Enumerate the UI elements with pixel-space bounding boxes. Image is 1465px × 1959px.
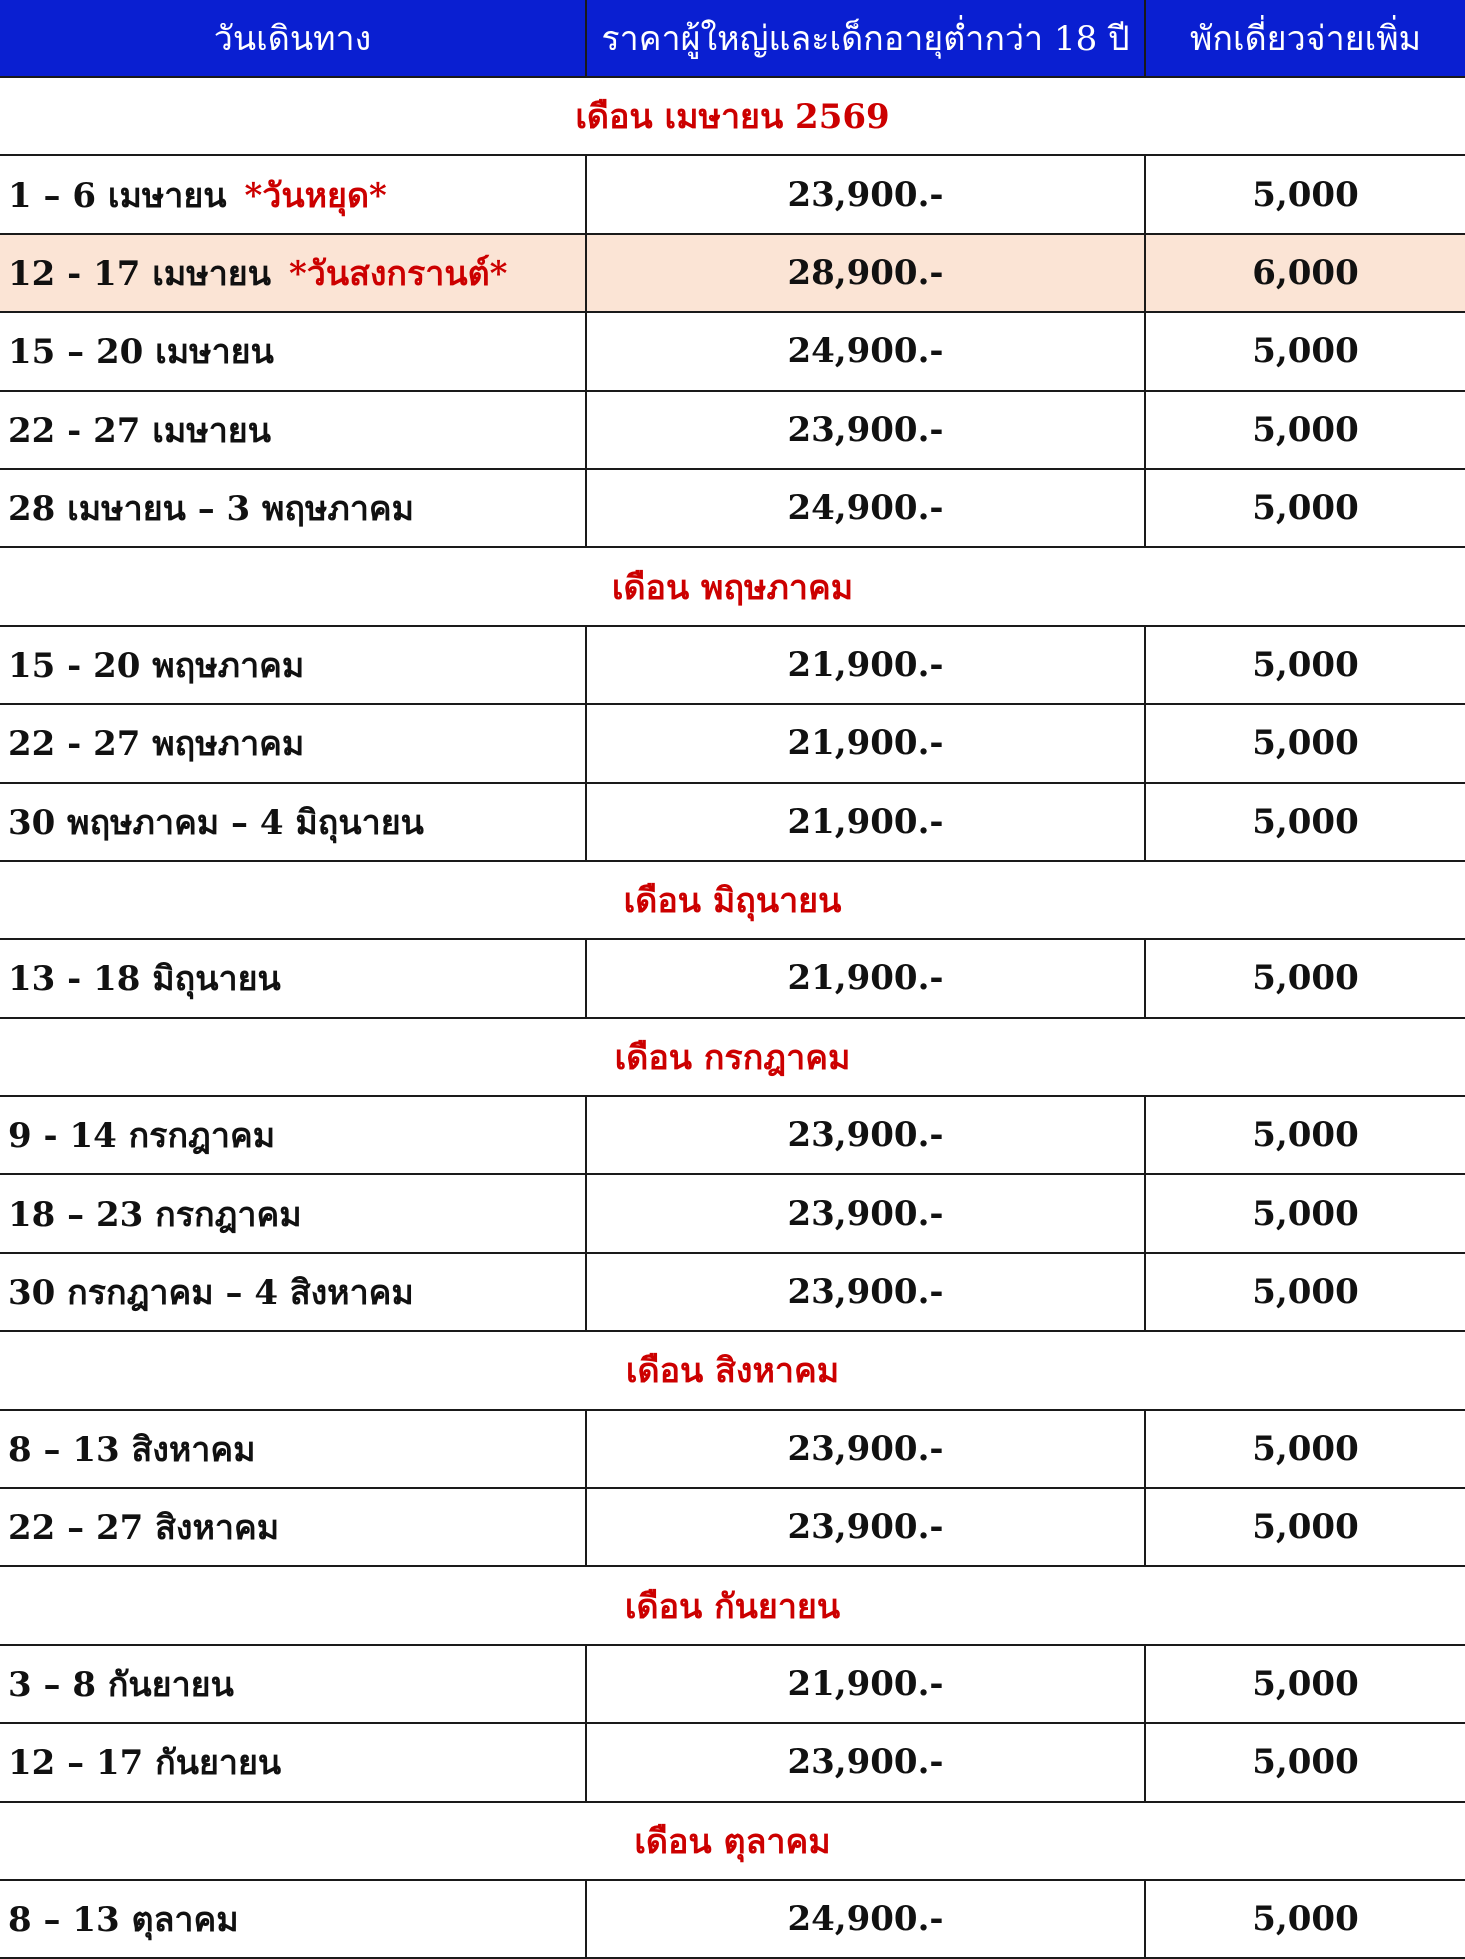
table-header [0,0,1465,78]
price-cell: 23,900.- [587,1175,1146,1251]
price-cell: 23,900.- [587,1411,1146,1487]
table-row [0,1097,1465,1175]
single-supplement-cell: 5,000 [1252,488,1359,529]
table-body [0,78,1465,1959]
travel-date-cell [0,156,587,232]
table-row [0,313,1465,391]
travel-date: 3 – 8 กันยายน [8,1665,234,1705]
single-supplement-cell: 5,000 [1252,1899,1359,1940]
holiday-note: *วันหยุด* [244,175,387,216]
table-row [0,1881,1465,1959]
section-title: เดือน พฤษภาคม [611,567,854,608]
holiday-note: *วันสงกรานต์* [288,253,508,294]
single-supplement-cell: 5,000 [1252,958,1359,999]
section-title: เดือน กันยายน [624,1586,841,1627]
travel-date-cell [0,705,587,781]
section-header [0,1332,1465,1410]
table-row [0,1646,1465,1724]
single-supplement-cell: 5,000 [1252,1272,1359,1313]
table-row [0,784,1465,862]
single-supplement-cell: 5,000 [1252,331,1359,372]
table-row [0,235,1465,313]
price-cell: 23,900.- [587,392,1146,468]
section-header [0,862,1465,940]
single-supplement-cell: 5,000 [1252,1742,1359,1783]
section-title: เดือน ตุลาคม [634,1821,831,1862]
travel-date-cell [0,1097,587,1173]
single-supplement-cell: 5,000 [1252,1428,1359,1469]
travel-date: 30 กรกฎาคม – 4 สิงหาคม [8,1273,414,1314]
single-supplement-cell: 5,000 [1252,409,1359,450]
travel-date: 1 – 6 เมษายน [8,175,227,216]
travel-date-cell [0,1646,587,1722]
price-cell: 24,900.- [587,470,1146,546]
travel-date: 12 – 17 กันยายน [8,1743,282,1784]
table-row [0,1175,1465,1253]
travel-date: 8 – 13 ตุลาคม [8,1900,239,1941]
travel-date: 30 พฤษภาคม – 4 มิถุนายน [8,802,424,843]
travel-date-cell [0,235,587,311]
section-header [0,1803,1465,1881]
section-header [0,1019,1465,1097]
travel-date: 18 – 23 กรกฎาคม [8,1194,302,1235]
price-cell: 24,900.- [587,1881,1146,1957]
single-supplement-cell: 5,000 [1252,1193,1359,1234]
travel-date: 9 - 14 กรกฎาคม [8,1116,276,1157]
travel-date: 22 – 27 สิงหาคม [8,1508,280,1549]
travel-date-cell [0,1724,587,1800]
travel-date: 28 เมษายน – 3 พฤษภาคม [8,489,415,530]
price-cell: 23,900.- [587,156,1146,232]
travel-date: 22 - 27 เมษายน [8,410,271,451]
price-cell: 21,900.- [587,940,1146,1016]
travel-date-cell [0,1489,587,1565]
single-supplement-cell: 5,000 [1252,1664,1359,1704]
section-title: เดือน กรกฎาคม [614,1037,851,1078]
price-cell: 28,900.- [587,235,1146,311]
travel-date-cell [0,1254,587,1330]
single-supplement-cell: 5,000 [1252,644,1359,685]
section-header [0,548,1465,626]
price-cell: 21,900.- [587,784,1146,860]
table-row [0,1254,1465,1332]
table-row [0,1411,1465,1489]
single-supplement-cell: 5,000 [1252,723,1359,764]
price-cell: 21,900.- [587,705,1146,781]
travel-date: 12 - 17 เมษายน [8,253,271,294]
travel-date-cell [0,1881,587,1957]
price-cell: 21,900.- [587,1646,1146,1722]
table-row [0,392,1465,470]
table-row [0,470,1465,548]
table-row [0,1489,1465,1567]
section-title: เดือน เมษายน 2569 [575,97,890,138]
table-row [0,940,1465,1018]
travel-date-cell [0,1175,587,1251]
section-title: เดือน สิงหาคม [625,1351,840,1392]
header-travel-date: วันเดินทาง [0,0,587,76]
travel-date-cell [0,940,587,1016]
price-cell: 21,900.- [587,627,1146,703]
travel-date-cell [0,784,587,860]
header-single-supplement: พักเดี่ยวจ่ายเพิ่ม [1189,19,1422,59]
single-supplement-cell: 5,000 [1252,801,1359,842]
travel-date-cell [0,627,587,703]
price-cell: 23,900.- [587,1724,1146,1800]
travel-date: 15 – 20 เมษายน [8,332,274,373]
travel-date: 15 - 20 พฤษภาคม [8,645,305,686]
travel-date-cell [0,470,587,546]
travel-date-cell [0,392,587,468]
price-cell: 23,900.- [587,1254,1146,1330]
travel-date-cell [0,1411,587,1487]
table-row [0,627,1465,705]
travel-date: 8 – 13 สิงหาคม [8,1429,256,1470]
section-header [0,78,1465,156]
single-supplement-cell: 5,000 [1252,1507,1359,1548]
single-supplement-cell: 5,000 [1252,174,1359,215]
travel-date: 13 - 18 มิถุนายน [8,959,281,1000]
price-cell: 23,900.- [587,1489,1146,1565]
table-row [0,705,1465,783]
travel-date: 22 - 27 พฤษภาคม [8,724,305,765]
price-cell: 24,900.- [587,313,1146,389]
header-price: ราคาผู้ใหญ่และเด็กอายุต่ำกว่า 18 ปี [587,0,1146,76]
section-title: เดือน มิถุนายน [623,881,842,922]
travel-date-cell [0,313,587,389]
single-supplement-cell: 5,000 [1252,1115,1359,1156]
table-row [0,1724,1465,1802]
single-supplement-cell: 6,000 [1252,252,1359,293]
price-cell: 23,900.- [587,1097,1146,1173]
section-header [0,1567,1465,1645]
table-row [0,156,1465,234]
